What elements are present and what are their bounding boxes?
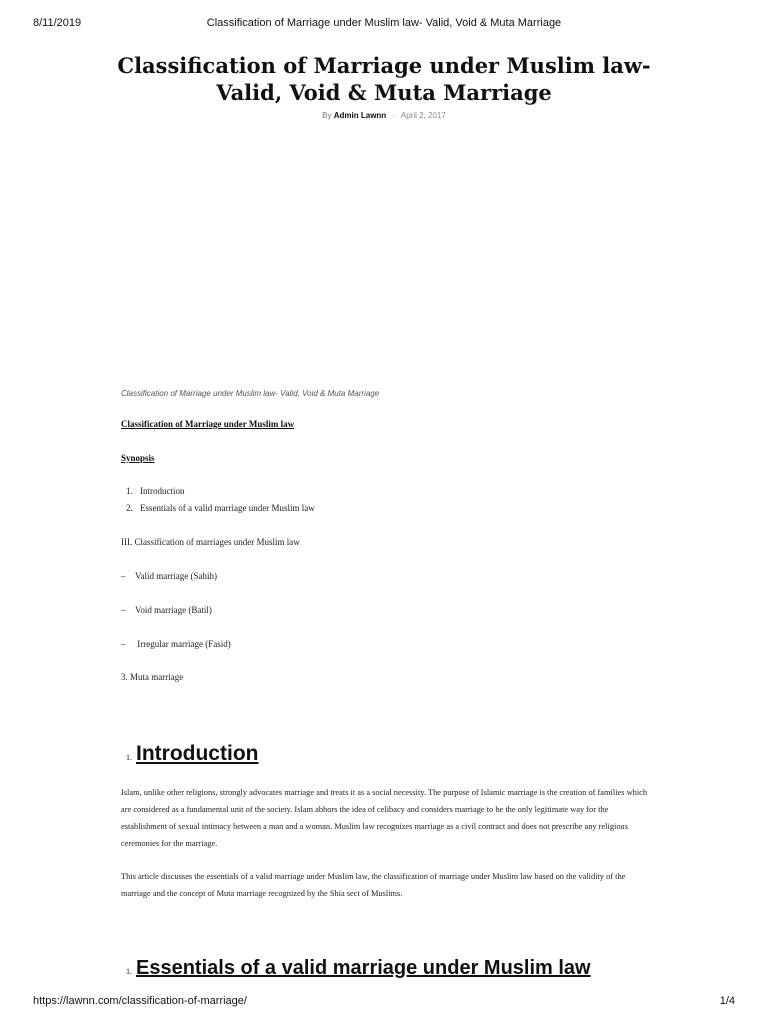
intro-paragraph: Islam, unlike other religions, strongly advocates marriage and treats it as a social necessity. The purpose of Islamic marriage is the creation of families which are considered as a fundamental unit of the society. Islam abhors the idea of celibacy and considers marriage to be the only legitimate way for the establishment of sexual intimacy between a man and a woman. Muslim law recognizes marriage as a civil contract and does not prescribe any religious ceremonies for the marriage.	[121, 788, 648, 848]
byline	[0, 111, 768, 120]
list-item: – Void marriage (Batil)	[121, 605, 212, 615]
section-heading-essentials: 1. Essentials of a valid marriage under Muslim law	[126, 957, 591, 979]
synopsis-item-3: 3. Muta marriage	[121, 672, 184, 682]
print-url: https://lawnn.com/classification-of-marriage/	[33, 995, 247, 1007]
print-date: 8/11/2019	[33, 17, 82, 29]
author-link[interactable]: Admin Lawnn	[333, 111, 387, 120]
synopsis-item-iii: III. Classification of marriages under Muslim law	[121, 537, 300, 547]
image-caption: Classification of Marriage under Muslim law- Valid, Void & Muta Marriage	[121, 389, 380, 398]
byline-separator: -	[392, 111, 396, 120]
article-title: Classification of Marriage under Muslim law- Valid, Void & Muta Marriage	[117, 53, 651, 105]
by-label: By	[322, 111, 332, 120]
list-item: – Irregular marriage (Fasid)	[121, 639, 231, 649]
publish-date: April 2, 2017	[400, 111, 446, 120]
print-footer	[33, 995, 735, 1009]
print-header	[33, 17, 735, 31]
list-item: 1. Introduction	[126, 486, 185, 496]
list-item: – Valid marriage (Sahih)	[121, 571, 217, 581]
synopsis-label: Synopsis	[121, 453, 155, 463]
print-title: Classification of Marriage under Muslim law- Valid, Void & Muta Marriage	[206, 17, 562, 29]
synopsis-list	[121, 486, 315, 520]
list-item: 2. Essentials of a valid marriage under Muslim law	[126, 503, 315, 513]
scope-paragraph: This article discusses the essentials of a valid marriage under Muslim law, the classification of marriage under Muslim law based on the validity of the marriage and the concept of Muta marriage recognized by the Shia sect of Muslims.	[121, 872, 626, 898]
page-number: 1/4	[719, 995, 735, 1007]
section-heading-introduction: 1. Introduction	[126, 742, 259, 765]
article-subheading: Classification of Marriage under Muslim law	[121, 419, 295, 429]
